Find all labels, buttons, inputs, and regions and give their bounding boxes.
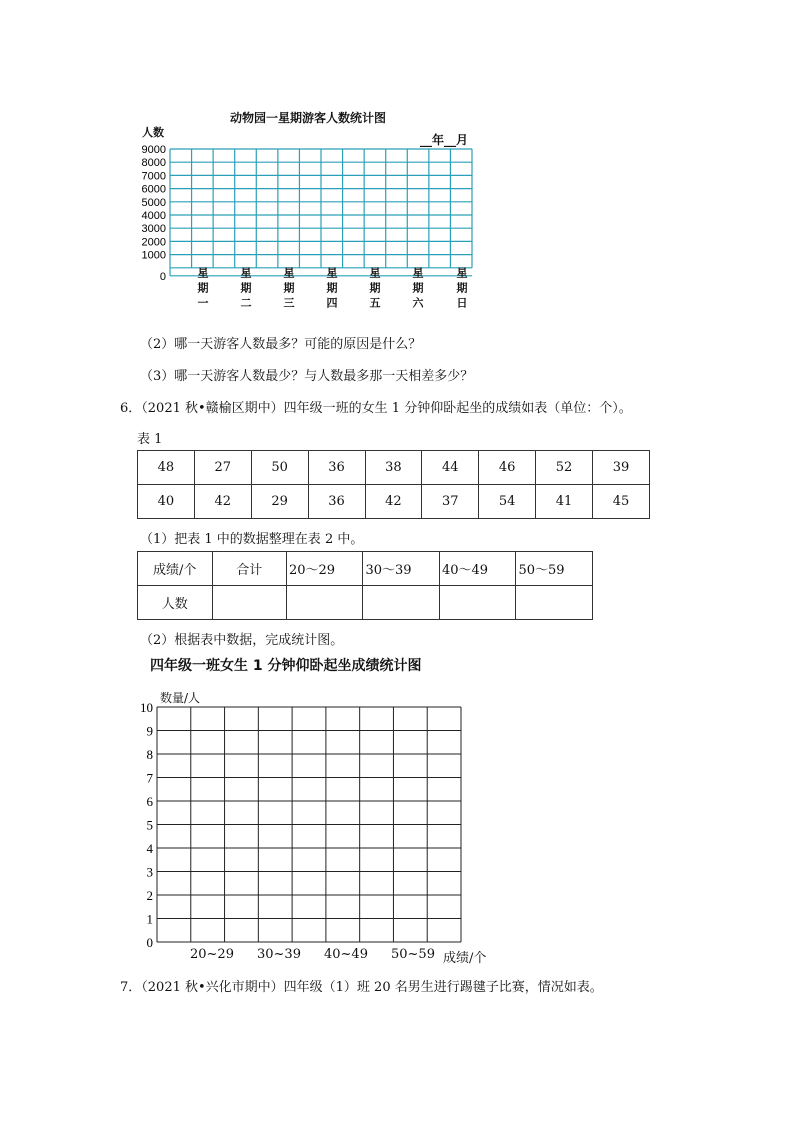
table1-row bbox=[138, 451, 650, 485]
chart1-y-tick: 3000 bbox=[141, 223, 166, 236]
table1-cell: 50 bbox=[251, 451, 308, 485]
chart2-y-tick: 3 bbox=[146, 864, 153, 880]
chart2-y-unit: 数量/人 bbox=[160, 691, 201, 705]
chart1-grid bbox=[170, 149, 472, 276]
chart2-y-ticks bbox=[140, 700, 154, 950]
chart1-y-tick: 9000 bbox=[141, 144, 166, 156]
chart1-y-tick: 7000 bbox=[141, 170, 166, 183]
chart2-y-tick: 10 bbox=[140, 700, 153, 715]
chart1-x-label: 星期四 bbox=[325, 267, 338, 312]
table2-header-cell: 40～49 bbox=[439, 552, 516, 586]
chart1-x-label: 星期日 bbox=[455, 267, 468, 312]
chart1-x-label: 星期一 bbox=[196, 267, 209, 312]
chart2-y-tick: 9 bbox=[146, 723, 153, 739]
chart1-x-label: 星期二 bbox=[239, 267, 252, 312]
table2 bbox=[137, 551, 593, 620]
chart1-y-tick: 6000 bbox=[141, 183, 166, 196]
table1-cell: 46 bbox=[479, 451, 536, 485]
problem-6-heading: 6．（2021 秋•赣榆区期中）四年级一班的女生 1 分钟仰卧起坐的成绩如表（单位：个）。 bbox=[120, 401, 632, 416]
chart2-y-tick: 8 bbox=[146, 747, 153, 762]
table2-blank-cell[interactable] bbox=[516, 586, 593, 620]
chart1-y-tick: 2000 bbox=[141, 236, 166, 249]
chart2-title: 四年级一班女生 1 分钟仰卧起坐成绩统计图 bbox=[150, 658, 422, 674]
question-3: （3）哪一天游客人数最少？与人数最多那一天相差多少？ bbox=[140, 369, 474, 384]
table2-header-cell: 20～29 bbox=[286, 552, 363, 586]
chart1-y-unit: 人数 bbox=[142, 126, 164, 139]
table1-cell: 36 bbox=[308, 451, 365, 485]
table2-blank-cell[interactable] bbox=[212, 586, 286, 620]
table1-cell: 40 bbox=[138, 485, 195, 519]
sub-question-2: （2）根据表中数据，完成统计图。 bbox=[140, 633, 344, 648]
table1-cell: 45 bbox=[593, 485, 650, 519]
sub-question-1: （1）把表 1 中的数据整理在表 2 中。 bbox=[140, 532, 364, 547]
table2-blank-cell[interactable] bbox=[286, 586, 363, 620]
table1-label: 表 1 bbox=[137, 432, 163, 447]
problem-7-heading: 7．（2021 秋•兴化市期中）四年级（1）班 20 名男生进行踢毽子比赛，情况如表。 bbox=[120, 980, 603, 995]
chart2-x-label: 40~49 bbox=[324, 947, 368, 962]
table1-cell: 41 bbox=[536, 485, 593, 519]
chart2-y-tick: 0 bbox=[146, 935, 153, 950]
chart2-y-tick: 2 bbox=[146, 888, 153, 903]
chart2-y-tick: 6 bbox=[146, 794, 153, 809]
table1-cell: 37 bbox=[422, 485, 479, 519]
chart2-x-label: 20~29 bbox=[190, 947, 234, 962]
table1-cell: 36 bbox=[308, 485, 365, 519]
chart1-x-label: 星期五 bbox=[368, 267, 381, 312]
table2-header-cell: 合计 bbox=[212, 552, 286, 586]
chart1-title: 动物园一星期游客人数统计图 bbox=[230, 111, 387, 125]
table2-header-cell: 30～39 bbox=[363, 552, 440, 586]
table1-cell: 38 bbox=[365, 451, 422, 485]
table1-cell: 27 bbox=[194, 451, 251, 485]
table1-cell: 44 bbox=[422, 451, 479, 485]
chart1-y-tick: 8000 bbox=[141, 157, 166, 170]
chart1-x-label: 星期六 bbox=[411, 267, 424, 312]
chart2-y-tick: 7 bbox=[146, 770, 153, 786]
table1-cell: 29 bbox=[251, 485, 308, 519]
table1-cell: 42 bbox=[365, 485, 422, 519]
table1-cell: 39 bbox=[593, 451, 650, 485]
table2-blank-cell[interactable] bbox=[363, 586, 440, 620]
question-2: （2）哪一天游客人数最多？可能的原因是什么？ bbox=[140, 337, 422, 352]
chart2-y-tick: 1 bbox=[146, 911, 153, 927]
table1-cell: 54 bbox=[479, 485, 536, 519]
chart2-y-tick: 5 bbox=[146, 817, 153, 833]
chart1-svg bbox=[130, 140, 490, 320]
chart2-x-label: 50~59 bbox=[391, 947, 435, 962]
chart2-y-tick: 4 bbox=[146, 841, 153, 856]
table1-cell: 42 bbox=[194, 485, 251, 519]
chart1-y-tick: 0 bbox=[159, 270, 166, 283]
chart1-y-ticks bbox=[142, 144, 166, 283]
chart1-date-blank: __年__月 bbox=[420, 133, 469, 147]
table1-row bbox=[138, 485, 650, 519]
table2-header-cell: 成绩/个 bbox=[138, 552, 213, 586]
table1-cell: 48 bbox=[138, 451, 195, 485]
chart2-grid bbox=[157, 707, 461, 942]
chart2-svg bbox=[130, 700, 470, 950]
chart1-y-tick: 1000 bbox=[141, 249, 166, 262]
table2-blank-cell[interactable] bbox=[439, 586, 516, 620]
table1-cell: 52 bbox=[536, 451, 593, 485]
chart1-y-tick: 4000 bbox=[141, 210, 166, 222]
chart1-y-tick: 5000 bbox=[141, 196, 166, 209]
table2-row-label: 人数 bbox=[138, 586, 213, 620]
table2-header-cell: 50～59 bbox=[516, 552, 593, 586]
chart2-x-unit: 成绩/个 bbox=[443, 951, 487, 966]
chart1-x-label: 星期三 bbox=[282, 267, 295, 312]
chart2-x-label: 30~39 bbox=[257, 947, 301, 962]
table1 bbox=[137, 450, 650, 519]
